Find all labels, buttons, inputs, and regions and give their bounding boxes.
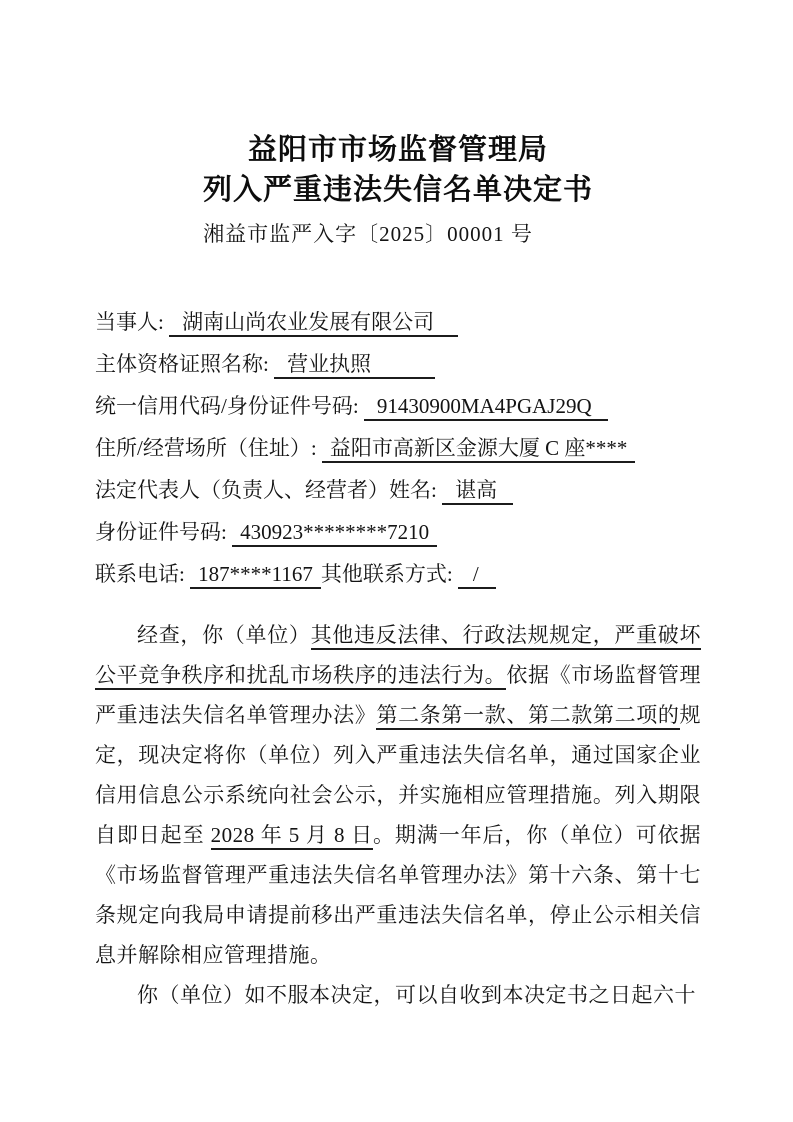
- field-label-legal-rep: 法定代表人（负责人、经营者）姓名:: [95, 478, 437, 502]
- underlined-entry: 其他违反法律、行政法规规定，严重破坏公平竞争秩序和扰乱市场秩序的违法行为。: [95, 623, 701, 690]
- underlined-entry: 第二条第一款、第二款第二项的: [376, 703, 679, 730]
- field-value-id-number: 430923********7210: [232, 520, 437, 547]
- paragraph-text: 。期满一年后，你（单位）可依据《市场监督管理严重违法失信名单管理办法》第十六条、第十七条规定向我局申请提前移出严重违法失信名单，停止公示相关信息并解除相应管理措施。: [95, 823, 702, 967]
- paragraph-text: 规定，现决定将你（单位）列入严重违法失信名单，通过国家企业信用信息公示系统向社会公示，并实施相应管理措施。列入期限自即日起至: [95, 703, 702, 847]
- field-label-id-number: 身份证件号码:: [95, 520, 227, 544]
- field-label-party: 当事人:: [95, 310, 164, 334]
- field-label-other-contact: 其他联系方式:: [320, 562, 453, 586]
- field-label-phone: 联系电话:: [95, 562, 185, 586]
- field-value-other-contact: /: [458, 562, 496, 589]
- field-row-party: [95, 301, 701, 343]
- field-value-phone: 187****1167: [190, 562, 321, 589]
- doc-number: 湘益市监严入字〔2025〕00001 号: [203, 222, 533, 246]
- document-title-line1: 益阳市市场监督管理局: [247, 134, 548, 166]
- field-value-license-name: 营业执照: [274, 352, 435, 379]
- body-paragraph-1: [95, 615, 701, 975]
- field-value-address: 益阳市高新区金源大厦 C 座****: [322, 436, 636, 463]
- underlined-entry: 2028 年 5 月 8 日: [211, 823, 373, 850]
- field-value-party: 湖南山尚农业发展有限公司: [169, 310, 458, 337]
- field-row-address: [95, 427, 701, 469]
- field-row-legal-rep: [95, 469, 701, 511]
- field-row-id-number: [95, 511, 701, 553]
- document-title-line2: 列入严重违法失信名单决定书: [202, 174, 593, 206]
- field-value-legal-rep: 谌高: [442, 478, 513, 505]
- paragraph-text: 依据《市场监督管理严重违法失信名单管理办法》: [95, 663, 702, 727]
- decision-body: [95, 615, 701, 1015]
- field-label-license-name: 主体资格证照名称:: [95, 352, 269, 376]
- fields-section: [95, 301, 701, 595]
- field-value-credit-code: 91430900MA4PGAJ29Q: [364, 394, 608, 421]
- field-label-address: 住所/经营场所（住址）:: [95, 436, 317, 460]
- body-paragraph-2: 你（单位）如不服本决定，可以自收到本决定书之日起六十: [137, 983, 696, 1007]
- document-title: [95, 130, 701, 210]
- field-row-license-name: [95, 343, 701, 385]
- field-label-credit-code: 统一信用代码/身份证件号码:: [95, 394, 359, 418]
- paragraph-text: 经查，你（单位）: [137, 623, 311, 647]
- field-row-credit-code: [95, 385, 701, 427]
- field-row-contact: [95, 553, 701, 595]
